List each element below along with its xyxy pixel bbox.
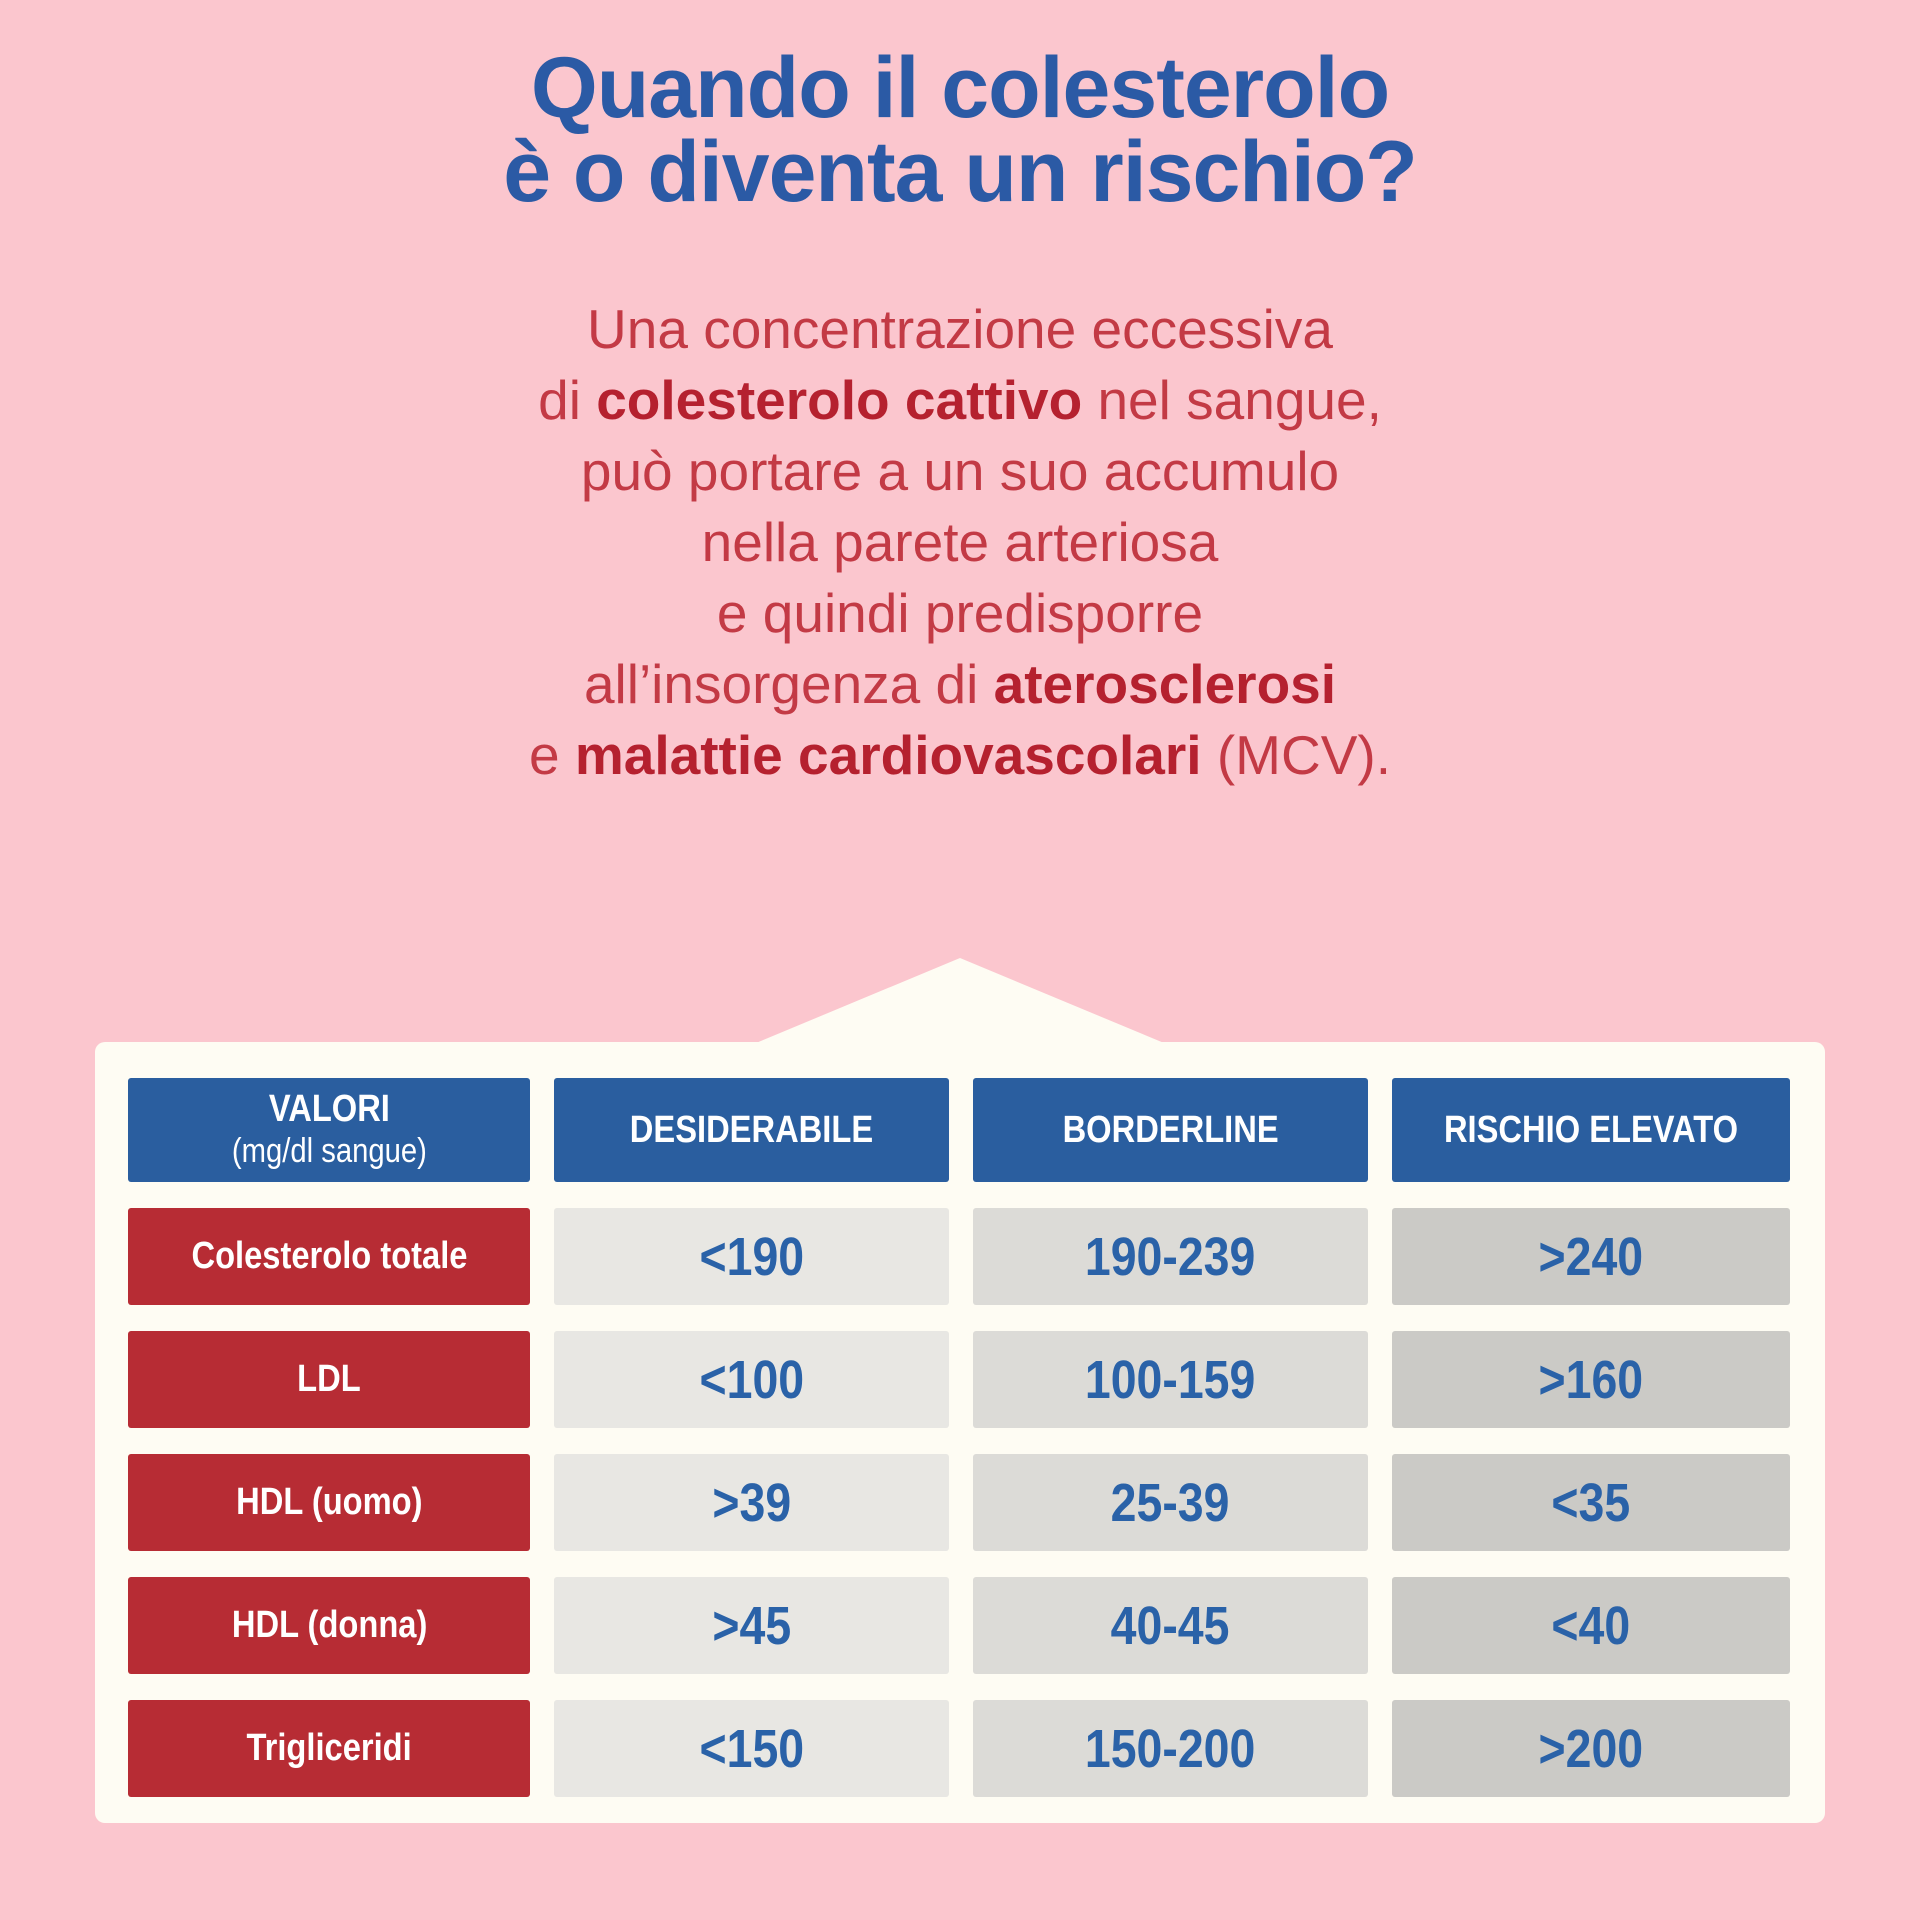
row-label-trigliceridi (128, 1700, 530, 1797)
cell-value: <190 (699, 1226, 805, 1287)
cell-rischio-elevato (1392, 1208, 1791, 1305)
cell-borderline (973, 1208, 1368, 1305)
cell-value: 100-159 (1085, 1349, 1256, 1410)
intro-line (0, 365, 1920, 436)
cell-desiderabile (554, 1331, 949, 1428)
cell-desiderabile (554, 1577, 949, 1674)
intro-line (0, 294, 1920, 365)
cell-value: <100 (699, 1349, 805, 1410)
intro-text: nella parete arteriosa (701, 511, 1219, 573)
intro-text: può portare a un suo accumulo (580, 440, 1340, 502)
row-label-ldl (128, 1331, 530, 1428)
cell-value: <35 (1551, 1472, 1631, 1533)
intro-line (0, 436, 1920, 507)
values-card (95, 1042, 1825, 1823)
header-borderline-label: BORDERLINE (1062, 1109, 1279, 1151)
cell-value: 40-45 (1110, 1595, 1230, 1656)
intro-text: (MCV). (1201, 724, 1391, 786)
title-line-2: è o diventa un rischio? (503, 124, 1417, 220)
row-label-hdl-uomo (128, 1454, 530, 1551)
cell-borderline (973, 1331, 1368, 1428)
header-rischio-elevato-label: RISCHIO ELEVATO (1443, 1109, 1738, 1151)
row-label-text: Trigliceridi (246, 1727, 412, 1769)
header-valori-unit: (mg/dl sangue) (231, 1132, 427, 1170)
header-desiderabile (554, 1078, 949, 1182)
cell-value: >160 (1538, 1349, 1644, 1410)
intro-text: e quindi predisporre (716, 582, 1204, 644)
cell-borderline (973, 1454, 1368, 1551)
cell-rischio-elevato (1392, 1577, 1791, 1674)
cell-desiderabile (554, 1700, 949, 1797)
row-label-colesterolo-totale (128, 1208, 530, 1305)
arrow-up-notch-icon (756, 958, 1164, 1043)
header-rischio-elevato (1392, 1078, 1791, 1182)
cell-value: <40 (1551, 1595, 1631, 1656)
intro-paragraph (0, 294, 1920, 791)
cell-rischio-elevato (1392, 1454, 1791, 1551)
cell-value: 25-39 (1110, 1472, 1230, 1533)
cell-rischio-elevato (1392, 1700, 1791, 1797)
cell-value: >39 (712, 1472, 792, 1533)
title-line-1: Quando il colesterolo (530, 40, 1390, 136)
row-label-text: HDL (donna) (231, 1604, 427, 1646)
header-borderline (973, 1078, 1368, 1182)
cell-value: 150-200 (1085, 1718, 1256, 1779)
intro-text-bold: aterosclerosi (993, 653, 1337, 715)
cell-rischio-elevato (1392, 1331, 1791, 1428)
row-label-text: HDL (uomo) (236, 1481, 423, 1523)
row-label-hdl-donna (128, 1577, 530, 1674)
intro-line (0, 507, 1920, 578)
intro-text: di (538, 369, 597, 431)
cell-desiderabile (554, 1208, 949, 1305)
cell-value: 190-239 (1085, 1226, 1256, 1287)
intro-text-bold: malattie cardiovascolari (574, 724, 1202, 786)
intro-line (0, 578, 1920, 649)
intro-text: nel sangue, (1082, 369, 1382, 431)
intro-text: e (529, 724, 575, 786)
cell-borderline (973, 1577, 1368, 1674)
cell-borderline (973, 1700, 1368, 1797)
intro-line (0, 649, 1920, 720)
cell-value: >200 (1538, 1718, 1644, 1779)
header-valori (128, 1078, 530, 1182)
cell-value: <150 (699, 1718, 805, 1779)
cell-desiderabile (554, 1454, 949, 1551)
page-title (0, 40, 1920, 220)
row-label-text: LDL (297, 1358, 361, 1400)
intro-line (0, 720, 1920, 791)
intro-text: Una concentrazione eccessiva (587, 298, 1333, 360)
cell-value: >45 (712, 1595, 792, 1656)
intro-text: all’insorgenza di (583, 653, 994, 715)
row-label-text: Colesterolo totale (191, 1235, 468, 1277)
header-desiderabile-label: DESIDERABILE (630, 1109, 874, 1151)
header-valori-title: VALORI (268, 1088, 390, 1130)
intro-text-bold: colesterolo cattivo (596, 369, 1083, 431)
cell-value: >240 (1538, 1226, 1644, 1287)
cholesterol-values-table (128, 1078, 1790, 1797)
